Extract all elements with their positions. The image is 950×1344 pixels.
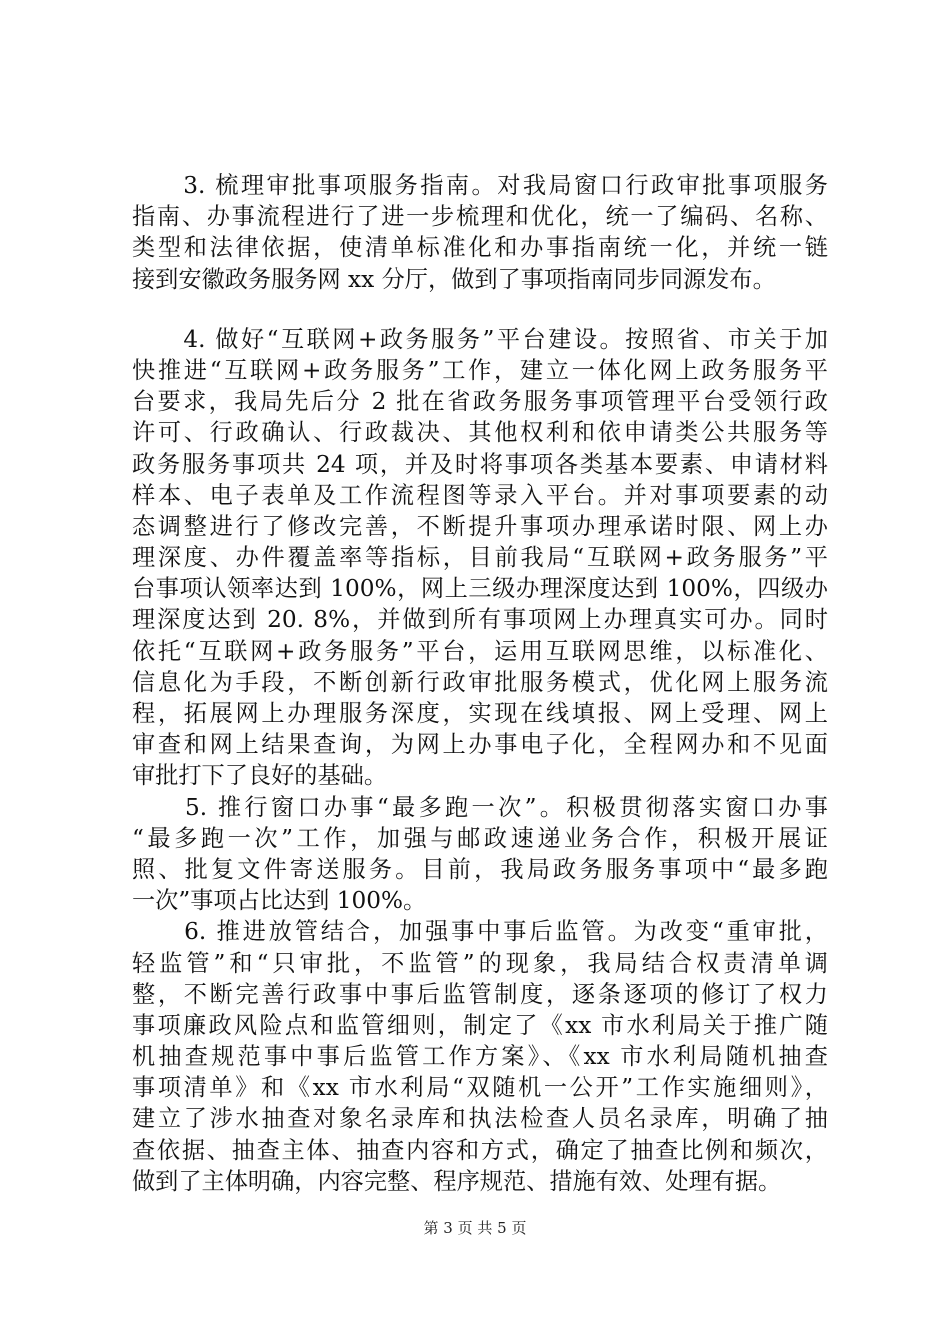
- text-line: 态调整进行了修改完善，不断提升事项办理承诺时限、网上办: [132, 512, 828, 540]
- text-line: 机抽查规范事中事后监管工作方案》、《xx 市水利局随机抽查: [132, 1043, 828, 1071]
- paragraph-item-3: [132, 170, 828, 295]
- text-line: 做到了主体明确，内容完整、程序规范、措施有效、处理有据。: [132, 1167, 782, 1195]
- text-line: 许可、行政确认、行政裁决、其他权利和依申请类公共服务等: [132, 419, 828, 447]
- paragraph-item-4: [132, 324, 828, 792]
- text-line: 轻监管”和“只审批，不监管”的现象，我局结合权责清单调: [132, 949, 828, 977]
- text-line: 3. 梳理审批事项服务指南。对我局窗口行政审批事项服务: [132, 172, 828, 199]
- text-line: 理深度达到 20. 8%，并做到所有事项网上办理真实可办。同时: [132, 606, 828, 634]
- text-line: 台要求，我局先后分 2 批在省政务服务事项管理平台受领行政: [132, 388, 828, 416]
- text-line: 6. 推进放管结合，加强事中事后监管。为改变“重审批，: [132, 918, 828, 946]
- text-line: 照、批复文件寄送服务。目前，我局政务服务事项中“最多跑: [132, 855, 828, 883]
- text-line: 政务服务事项共 24 项，并及时将事项各类基本要素、申请材料: [132, 450, 828, 478]
- text-line: 台事项认领率达到 100%，网上三级办理深度达到 100%，四级办: [132, 575, 828, 603]
- paragraph-item-6: [132, 916, 828, 1197]
- text-line: 建立了涉水抽查对象名录库和执法检查人员名录库，明确了抽: [132, 1105, 828, 1133]
- text-line: 审查和网上结果查询，为网上办事电子化，全程网办和不见面: [132, 731, 828, 759]
- paragraph-gap: [132, 295, 828, 324]
- text-line: 4. 做好“互联网+政务服务”平台建设。按照省、市关于加: [132, 325, 828, 353]
- text-line: 样本、电子表单及工作流程图等录入平台。并对事项要素的动: [132, 481, 828, 509]
- page-number-footer: 第 3 页 共 5 页: [423, 1219, 527, 1237]
- document-body: [132, 170, 828, 1197]
- text-line: 整，不断完善行政事中事后监管制度，逐条逐项的修订了权力: [132, 980, 828, 1008]
- paragraph-item-5: [132, 792, 828, 917]
- text-line: 事项清单》和《xx 市水利局“双随机一公开”工作实施细则》，: [132, 1074, 828, 1102]
- text-line: 指南、办事流程进行了进一步梳理和优化，统一了编码、名称、: [132, 203, 828, 231]
- text-line: “最多跑一次”工作，加强与邮政速递业务合作，积极开展证: [132, 824, 828, 852]
- text-line: 查依据、抽查主体、抽查内容和方式，确定了抽查比例和频次，: [132, 1136, 828, 1164]
- text-line: 审批打下了良好的基础。: [132, 762, 388, 790]
- text-line: 快推进“互联网+政务服务”工作，建立一体化网上政务服务平: [132, 356, 828, 384]
- text-line: 信息化为手段，不断创新行政审批服务模式，优化网上服务流: [132, 668, 828, 696]
- text-line: 依托“互联网+政务服务”平台，运用互联网思维，以标准化、: [132, 637, 828, 665]
- text-line: 5. 推行窗口办事“最多跑一次”。积极贯彻落实窗口办事: [132, 793, 828, 821]
- text-line: 类型和法律依据，使清单标准化和办事指南统一化，并统一链: [132, 234, 828, 262]
- text-line: 程，拓展网上办理服务深度，实现在线填报、网上受理、网上: [132, 700, 828, 727]
- text-line: 事项廉政风险点和监管细则，制定了《xx 市水利局关于推广随: [132, 1011, 828, 1039]
- text-line: 一次”事项占比达到 100%。: [132, 887, 427, 915]
- text-line: 理深度、办件覆盖率等指标，目前我局“互联网+政务服务”平: [132, 544, 828, 572]
- text-line: 接到安徽政务服务网 xx 分厅，做到了事项指南同步同源发布。: [132, 265, 776, 293]
